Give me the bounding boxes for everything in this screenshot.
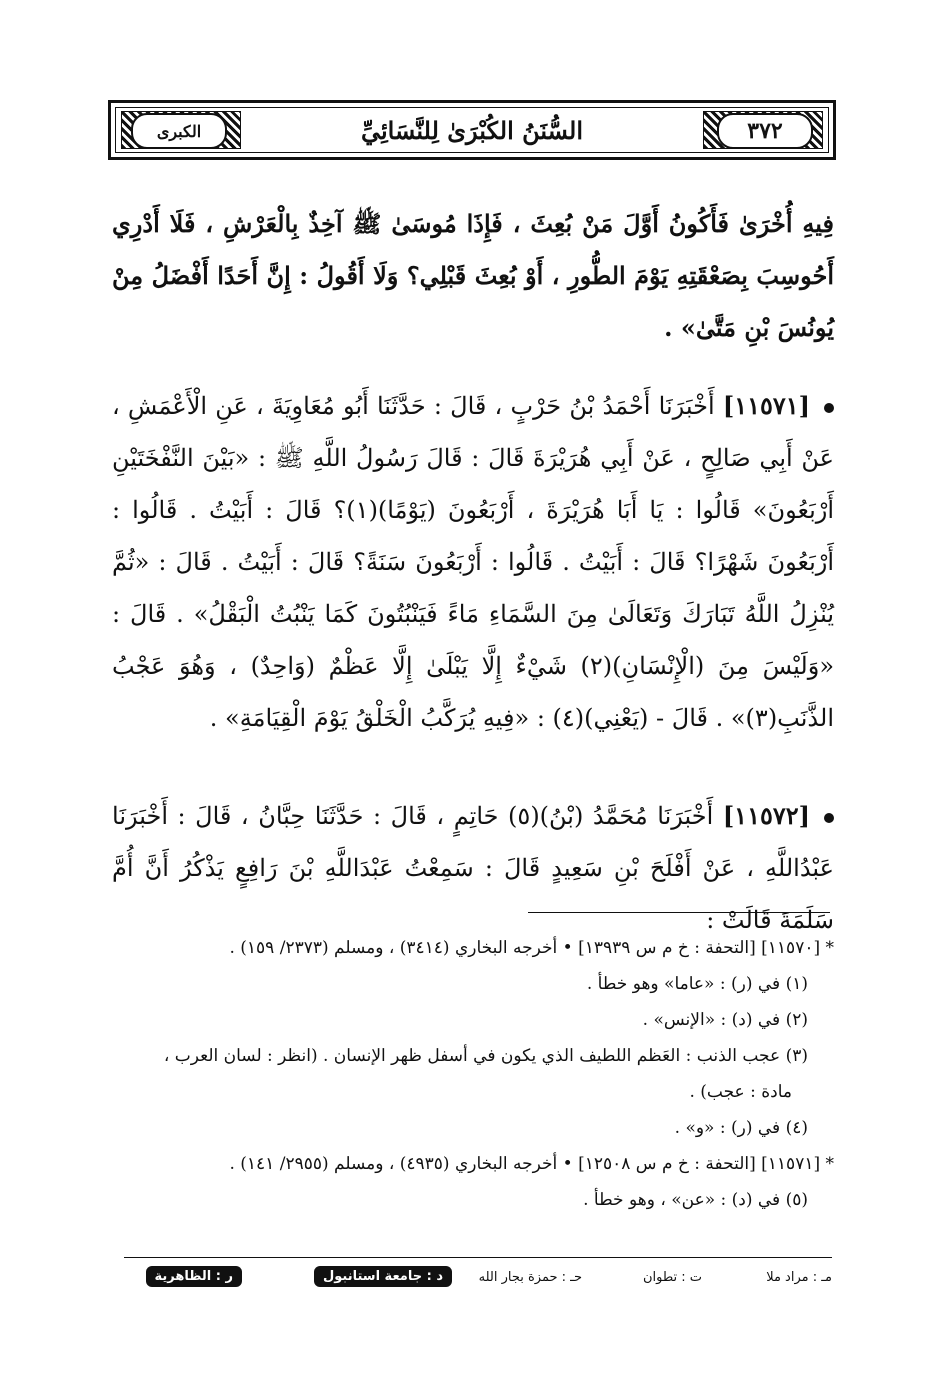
page-number: ٣٧٢ bbox=[717, 113, 813, 149]
footnote-separator bbox=[528, 912, 830, 913]
footnote-5: (٥) في (د) : «عن» ، وهو خطأ . bbox=[583, 1190, 808, 1210]
book-logo: الكبرى bbox=[131, 113, 227, 149]
hadith-11572 bbox=[112, 790, 834, 946]
hadith-11571 bbox=[112, 380, 834, 744]
footnote-2: (٢) في (د) : «الإنس» . bbox=[642, 1010, 808, 1030]
key-h: حـ : حمزة بجار الله bbox=[478, 1270, 582, 1285]
footer-rule bbox=[124, 1257, 832, 1258]
hadith-number: [١١٥٧١] bbox=[722, 391, 810, 420]
key-d: د : جامعة استانبول bbox=[314, 1266, 452, 1287]
page-header bbox=[108, 100, 836, 160]
key-r: ر : الظاهرية bbox=[146, 1266, 242, 1287]
note-takhrij-11571: * [١١٥٧١] [التحفة : خ م س ١٢٥٠٨] • أخرجه البخاري (٤٩٣٥) ، ومسلم (٢٩٥٥/ ١٤١) . bbox=[229, 1154, 834, 1174]
footnote-4: (٤) في (ر) : «و» . bbox=[674, 1118, 808, 1138]
key-t: ت : تطوان bbox=[642, 1270, 702, 1285]
note-takhrij-11570: * [١١٥٧٠] [التحفة : خ م س ١٣٩٣٩] • أخرجه البخاري (٣٤١٤) ، ومسلم (٢٣٧٣/ ١٥٩) . bbox=[229, 938, 834, 958]
hadith-text: أَخْبَرَنَا أَحْمَدُ بْنُ حَرْبٍ ، قَالَ : حَدَّثَنَا أَبُو مُعَاوِيَةَ ، عَنِ الْأَعْمَشِ ، عَنْ أَبِي صَالِحٍ ، عَنْ أَبِي هُرَيْرَةَ قَالَ : قَالَ رَسُولُ اللَّهِ ﷺ : «بَيْنَ النَّفْخَتَيْنِ أَرْبَعُونَ» قَالُوا : يَا أَبَا هُرَيْرَةَ ، أَرْبَعُونَ (يَوْمًا)(١)؟ قَالَ : أَبَيْتُ . قَالُوا : أَرْبَعُونَ شَهْرًا؟ قَالَ : أَبَيْتُ . قَالُوا : أَرْبَعُونَ سَنَةً؟ قَالَ : أَبَيْتُ . قَالَ : «ثُمَّ يُنْزِلُ اللَّهُ تَبَارَكَ وَتَعَالَىٰ مِنَ السَّمَاءِ مَاءً فَيَنْبُتُونَ كَمَا يَنْبُتُ الْبَقْلُ» . قَالَ : «وَلَيْسَ مِنَ (الْإِنْسَانِ)(٢) شَيْءٌ إِلَّا يَبْلَىٰ إِلَّا عَظْمٌ (وَاحِدٌ) ، وَهُوَ عَجْبُ الذَّنَبِ(٣)» . قَالَ - (يَعْنِي)(٤) : «فِيهِ يُرَكَّبُ الْخَلْقُ يَوْمَ الْقِيَامَةِ» . bbox=[112, 392, 835, 732]
manuscript-key bbox=[124, 1264, 832, 1292]
book-title: السُّنَنُ الكُبْرَىٰ لِلنَّسَائِيِّ bbox=[360, 115, 584, 145]
footnotes bbox=[130, 930, 834, 1218]
hadith-number: [١١٥٧٢] bbox=[722, 801, 810, 830]
key-m: مـ : مراد ملا bbox=[766, 1270, 832, 1285]
footnote-1: (١) في (ر) : «عاما» وهو خطأ . bbox=[586, 974, 808, 994]
hadith-text: أَخْبَرَنَا مُحَمَّدُ (بْنُ)(٥) حَاتِمٍ ، قَالَ : حَدَّثَنَا حِبَّانُ ، قَالَ : أَخْبَرَنَا عَبْدُاللَّهِ ، عَنْ أَفْلَحَ بْنِ سَعِيدٍ قَالَ : سَمِعْتُ عَبْدَاللَّهِ بْنَ رَافِعٍ يَذْكُرُ أَنَّ أُمَّ سَلَمَةَ قَالَتْ : bbox=[112, 802, 834, 934]
bullet-icon bbox=[824, 403, 834, 413]
paragraph-continuation: فِيهِ أُخْرَىٰ فَأَكُونُ أَوَّلَ مَنْ بُعِثَ ، فَإِذَا مُوسَىٰ ﷺ آخِذٌ بِالْعَرْشِ ، فَلَا أَدْرِي أَحُوسِبَ بِصَعْقَتِهِ يَوْمَ الطُّورِ ، أَوْ بُعِثَ قَبْلِي؟ وَلَا أَقُولُ : إِنَّ أَحَدًا أَفْضَلُ مِنْ يُونُسَ بْنِ مَتَّىٰ» . bbox=[112, 209, 834, 342]
bullet-icon bbox=[824, 813, 834, 823]
footnote-3: (٣) عجب الذنب : العَظم اللطيف الذي يكون في أسفل ظهر الإنسان . (انظر : لسان العرب ، bbox=[163, 1046, 808, 1066]
footnote-3-continued: مادة : عجب) . bbox=[689, 1082, 792, 1102]
